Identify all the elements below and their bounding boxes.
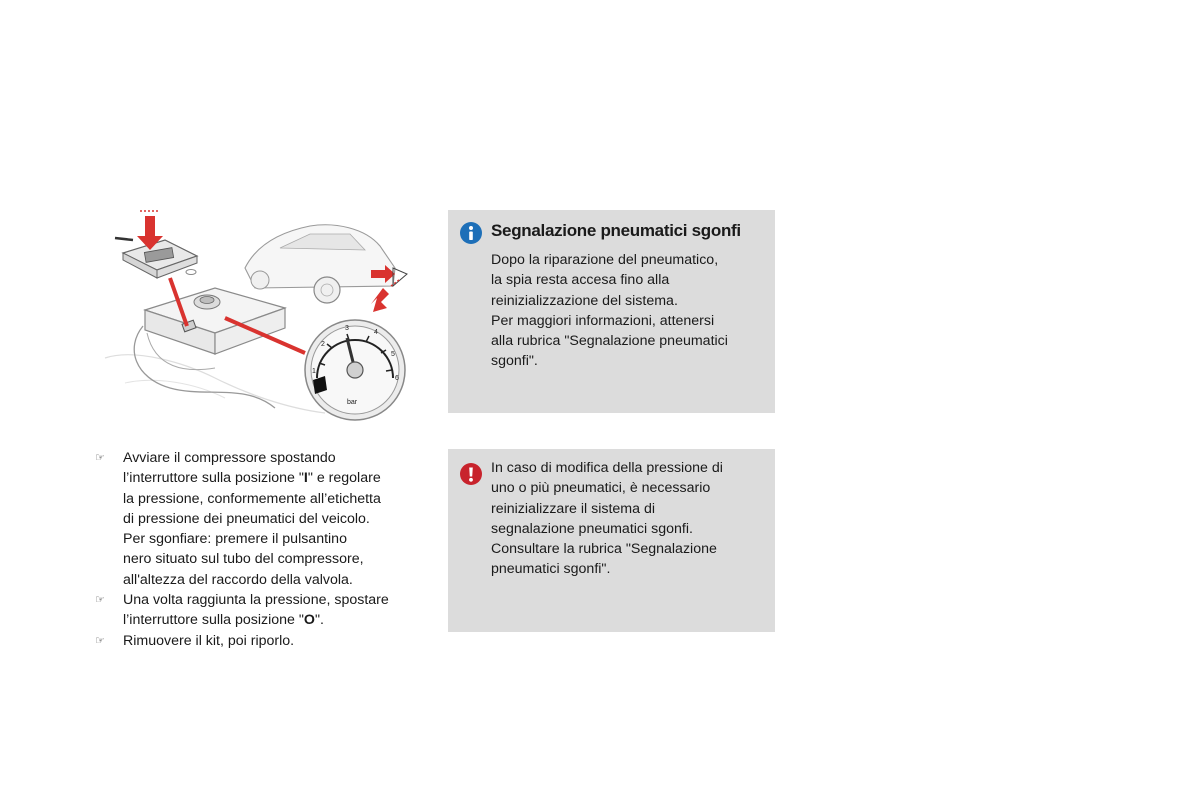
sealant-cartridge (115, 238, 197, 278)
pressure-gauge (305, 320, 405, 420)
info-box (448, 210, 775, 413)
info-line: alla rubrica "Segnalazione pneumatici (491, 333, 728, 350)
step-switch-off (95, 590, 425, 631)
switch-position-o: O (303, 612, 315, 629)
info-line: Dopo la riparazione del pneumatico, (491, 252, 719, 268)
warning-line: segnalazione pneumatici sgonfi. (491, 520, 693, 537)
warning-line: In caso di modifica della pressione di (491, 460, 723, 476)
step-line: Per sgonfiare: premere il pulsantino (123, 531, 347, 548)
compressor-unit (145, 288, 285, 354)
info-line: sgonfi". (491, 353, 538, 370)
warning-icon (460, 463, 482, 485)
info-line: la spia resta accesa fino alla (491, 272, 670, 289)
step-line: di pressione dei pneumatici del veicolo. (123, 510, 370, 527)
switch-position-i: I (303, 470, 308, 487)
info-line: Per maggiori informazioni, attenersi (491, 312, 715, 329)
info-line: reinizializzazione del sistema. (491, 292, 678, 309)
warning-box (448, 449, 775, 632)
warning-line: uno o più pneumatici, è necessario (491, 480, 711, 497)
step-line: Una volta raggiunta la pressione, spostare (123, 592, 389, 609)
step-line: nero situato sul tubo del compressore, (123, 551, 364, 568)
gauge-unit-label: bar (347, 399, 358, 406)
gauge-tick-2: 2 (321, 341, 325, 348)
compressor-drawing (95, 208, 430, 423)
info-icon (460, 222, 482, 244)
warning-line: Consultare la rubrica "Segnalazione (491, 541, 717, 558)
warning-line: reinizializzare il sistema di (491, 500, 655, 517)
warning-line: pneumatici sgonfi". (491, 561, 611, 578)
gauge-tick-5: 5 (391, 351, 395, 358)
step-start-compressor (95, 448, 425, 590)
step-line: l’interruttore sulla posizione " (123, 612, 304, 629)
pointing-hand-icon: ☞ (95, 593, 105, 607)
gauge-tick-1: 1 (312, 368, 316, 375)
step-line: ". (314, 612, 324, 629)
info-box-title: Segnalazione pneumatici sgonfi (491, 221, 741, 240)
car-drawing (245, 225, 395, 303)
step-line: Avviare il compressore spostando (123, 450, 336, 466)
gauge-tick-6: 6 (395, 375, 399, 382)
compressor-illustration (95, 208, 430, 423)
info-box-text (491, 250, 766, 372)
gauge-tick-3: 3 (345, 325, 349, 332)
gauge-tick-4: 4 (374, 329, 378, 336)
step-line: " e regolare (307, 470, 381, 487)
step-remove-kit (95, 631, 425, 651)
step-line: l’interruttore sulla posizione " (123, 470, 304, 487)
pointing-hand-icon: ☞ (95, 451, 105, 464)
step-line: Rimuovere il kit, poi riporlo. (123, 632, 295, 649)
warning-box-text (491, 458, 766, 580)
instruction-steps (95, 448, 425, 651)
pointing-hand-icon: ☞ (95, 633, 105, 647)
step-line: la pressione, conformemente all’etichetta (123, 490, 381, 507)
step-line: all'altezza del raccordo della valvola. (123, 571, 353, 588)
